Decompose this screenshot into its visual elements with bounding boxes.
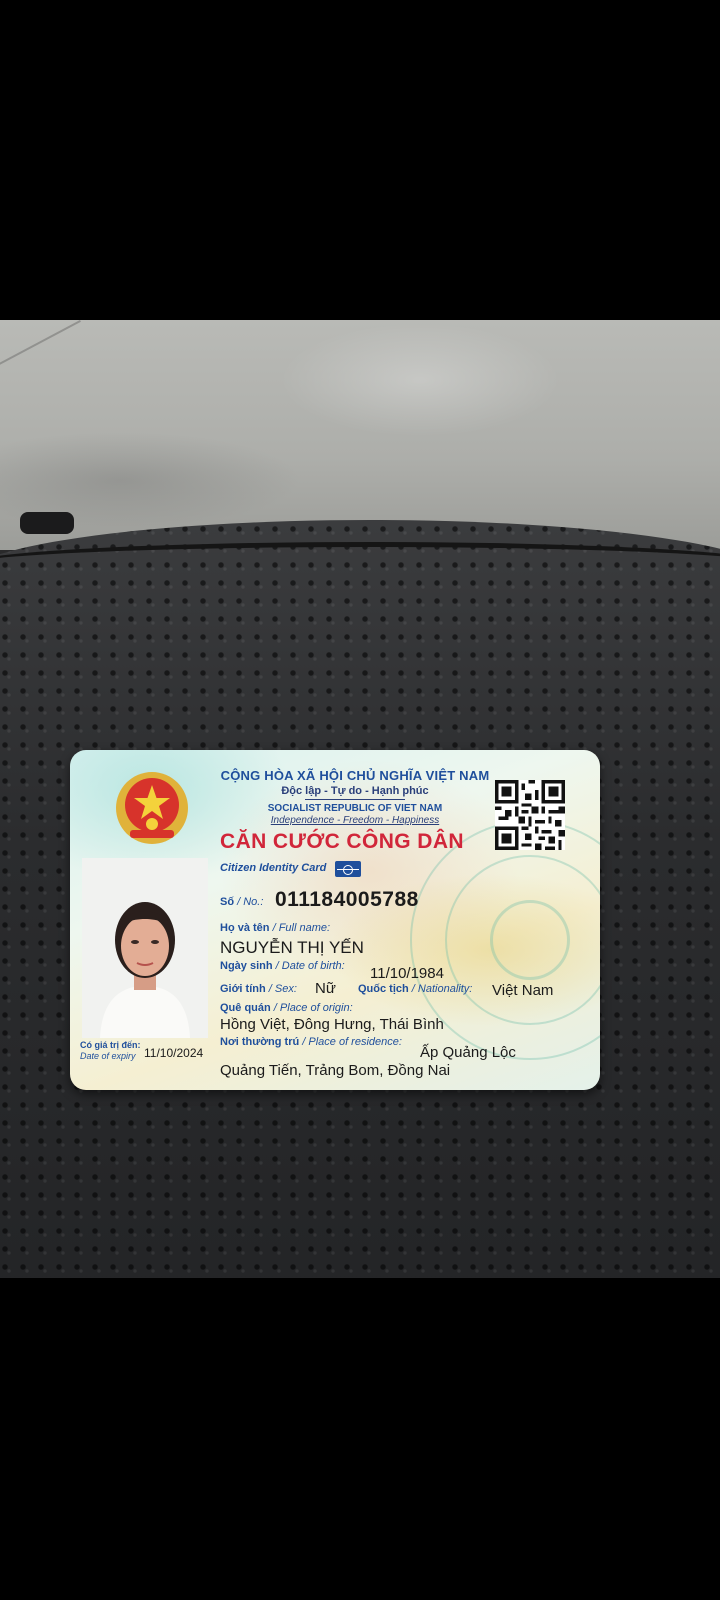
photo — [0, 320, 720, 1278]
bronze-drum-watermark-core — [490, 900, 570, 980]
portrait-photo — [82, 858, 208, 1038]
republic-name-en: SOCIALIST REPUBLIC OF VIET NAM — [267, 803, 443, 814]
full-name-label: Họ và tên / Full name: — [220, 922, 331, 934]
residence-value-line2: Quảng Tiến, Trảng Bom, Đồng Nai — [220, 1062, 451, 1079]
origin-label: Quê quán / Place of origin: — [220, 1002, 353, 1014]
expiry-value: 11/10/2024 — [144, 1046, 204, 1060]
residence-label: Nơi thường trú / Place of residence: — [220, 1036, 402, 1048]
expiry-label: Có giá trị đến: Date of expiry — [80, 1040, 141, 1061]
card-header — [210, 768, 500, 826]
dob-label: Ngày sinh / Date of birth: — [220, 960, 345, 972]
origin-value: Hồng Việt, Đông Hưng, Thái Bình — [220, 1016, 444, 1033]
id-number-value: 011184005788 — [275, 888, 419, 911]
sex-value: Nữ — [315, 980, 336, 997]
header-divider — [305, 799, 405, 800]
nationality-label: Quốc tịch / Nationality: — [358, 983, 473, 995]
number-label: Số / No.: — [220, 896, 264, 908]
floor-crack — [0, 320, 81, 434]
sex-label: Giới tính / Sex: — [220, 983, 297, 995]
national-emblem-icon — [112, 768, 192, 848]
citizen-id-card — [70, 750, 600, 1090]
concrete-floor — [0, 320, 720, 550]
card-title: CĂN CƯỚC CÔNG DÂN — [220, 830, 464, 853]
republic-name-vi: CỘNG HÒA XÃ HỘI CHỦ NGHĨA VIỆT NAM — [220, 768, 490, 783]
seat-hinge — [20, 512, 74, 534]
motto-vi: Độc lập - Tự do - Hạnh phúc — [281, 785, 429, 797]
nationality-value: Việt Nam — [492, 982, 554, 999]
dob-value: 11/10/1984 — [370, 965, 444, 982]
full-name-value: NGUYỄN THỊ YẾN — [220, 938, 364, 957]
chip-icon — [335, 861, 361, 877]
qr-code-icon — [495, 780, 565, 850]
card-subtitle: Citizen Identity Card — [220, 862, 327, 874]
portrait-icon — [82, 858, 208, 1038]
motto-en: Independence - Freedom - Happiness — [270, 815, 440, 826]
residence-value-line1: Ấp Quảng Lộc — [420, 1044, 516, 1061]
